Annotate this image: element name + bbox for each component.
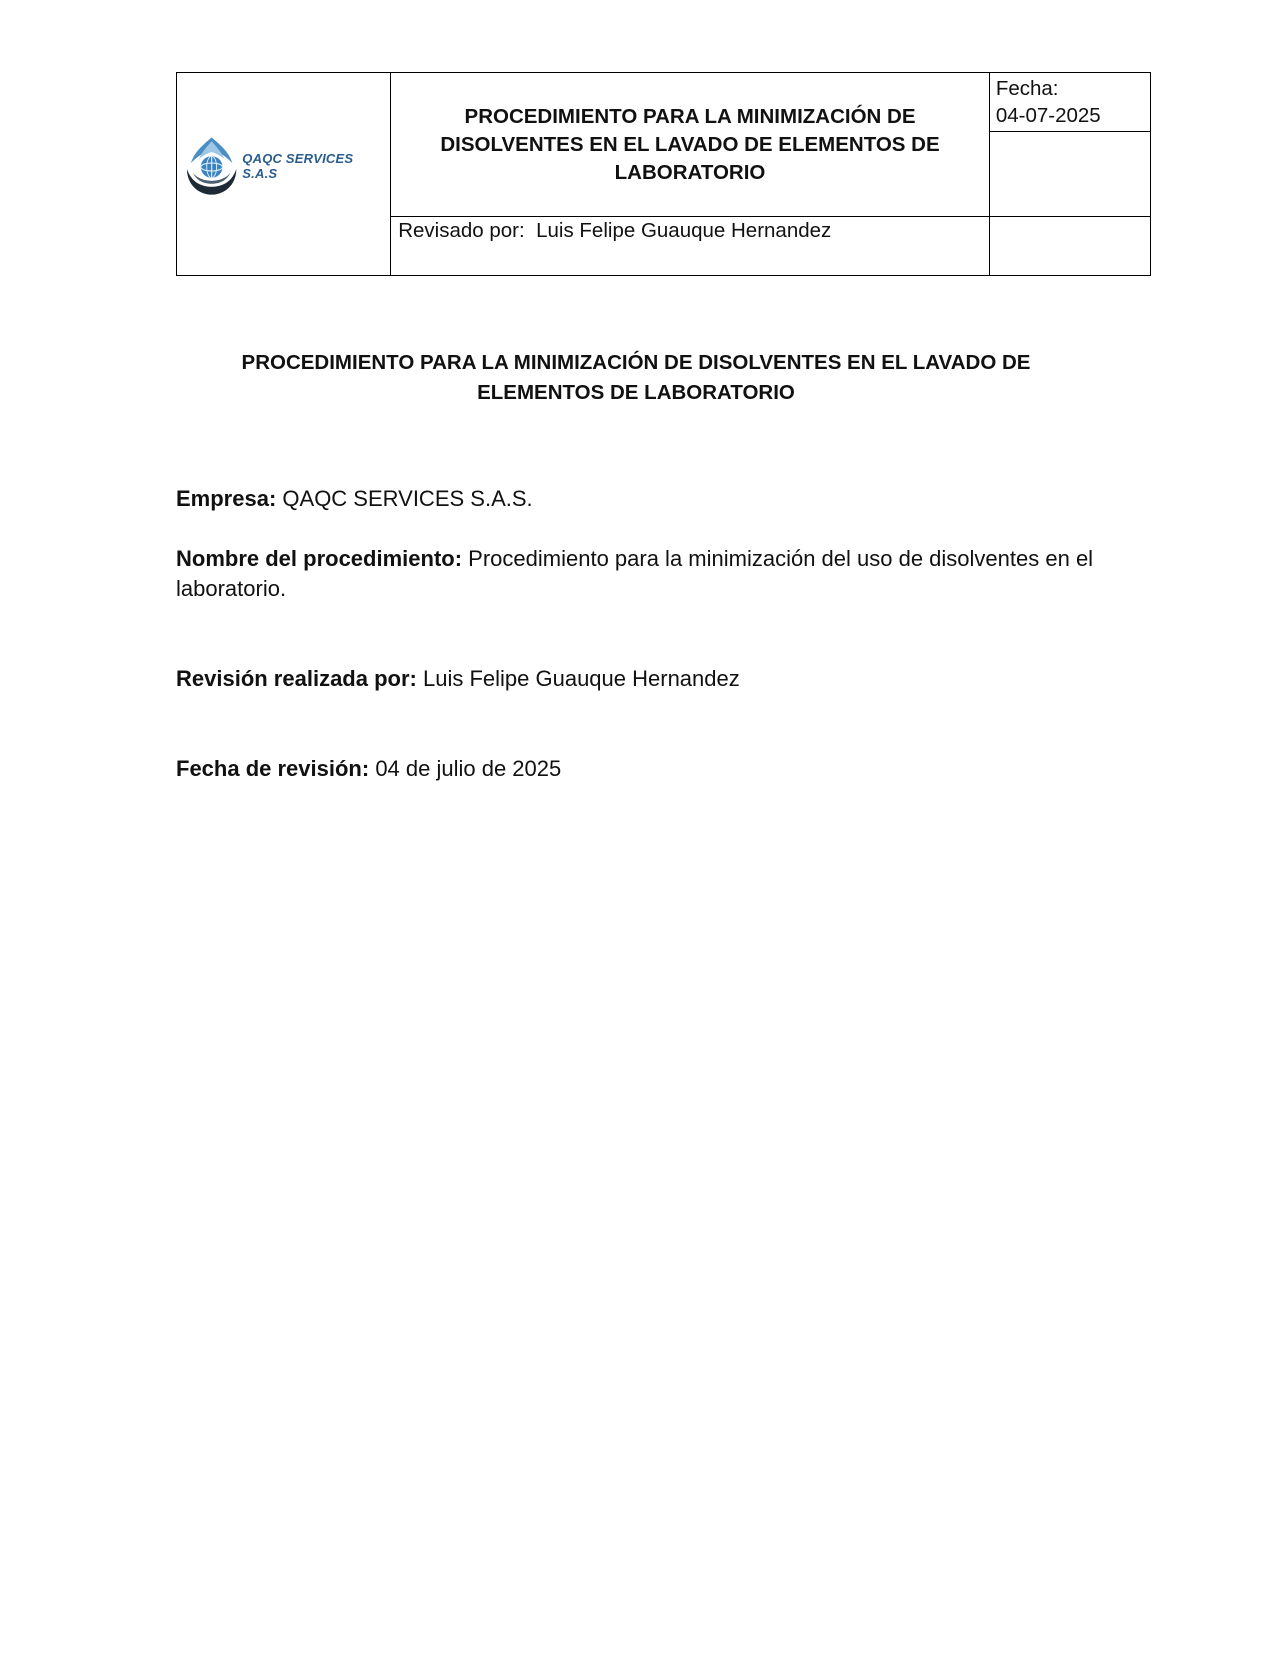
empresa-value: QAQC SERVICES S.A.S.	[282, 486, 533, 511]
nombre-procedimiento-field	[176, 544, 1106, 604]
header-revisado-value: Luis Felipe Guauque Hernandez	[536, 219, 832, 242]
empresa-label: Empresa:	[176, 486, 277, 511]
company-logo	[183, 135, 390, 197]
document-title: PROCEDIMIENTO PARA LA MINIMIZACIÓN DE DISOLVENTES EN EL LAVADO DE ELEMENTOS DE LABORATORIO	[241, 351, 1031, 404]
header-table	[176, 72, 1151, 276]
fecha-revision-label: Fecha de revisión:	[176, 756, 370, 781]
fecha-revision-value: 04 de julio de 2025	[375, 756, 562, 781]
qaqc-globe-logo-icon	[183, 135, 240, 197]
header-empty-cell	[989, 132, 1150, 217]
logo-text: QAQC SERVICES S.A.S	[242, 151, 354, 181]
header-revisado-cell	[391, 217, 990, 276]
header-fecha-value: 04-07-2025	[995, 104, 1101, 127]
logo-cell	[177, 73, 391, 276]
header-fecha-label: Fecha:	[995, 77, 1059, 100]
header-revisado-label: Revisado por:	[398, 219, 525, 242]
nombre-procedimiento-value: Procedimiento para la minimización del uso de disolventes en el laboratorio.	[176, 546, 1094, 601]
fecha-revision-field	[176, 754, 1106, 784]
header-fecha-cell	[989, 73, 1150, 132]
header-title: PROCEDIMIENTO PARA LA MINIMIZACIÓN DE DISOLVENTES EN EL LAVADO DE ELEMENTOS DE LABORATORIO	[391, 73, 990, 217]
nombre-procedimiento-label: Nombre del procedimiento:	[176, 546, 463, 571]
revision-value: Luis Felipe Guauque Hernandez	[422, 666, 740, 691]
revision-label: Revisión realizada por:	[176, 666, 417, 691]
empresa-field	[176, 484, 1106, 514]
revision-field	[176, 664, 1106, 694]
header-empty-cell-bottom	[989, 217, 1150, 276]
